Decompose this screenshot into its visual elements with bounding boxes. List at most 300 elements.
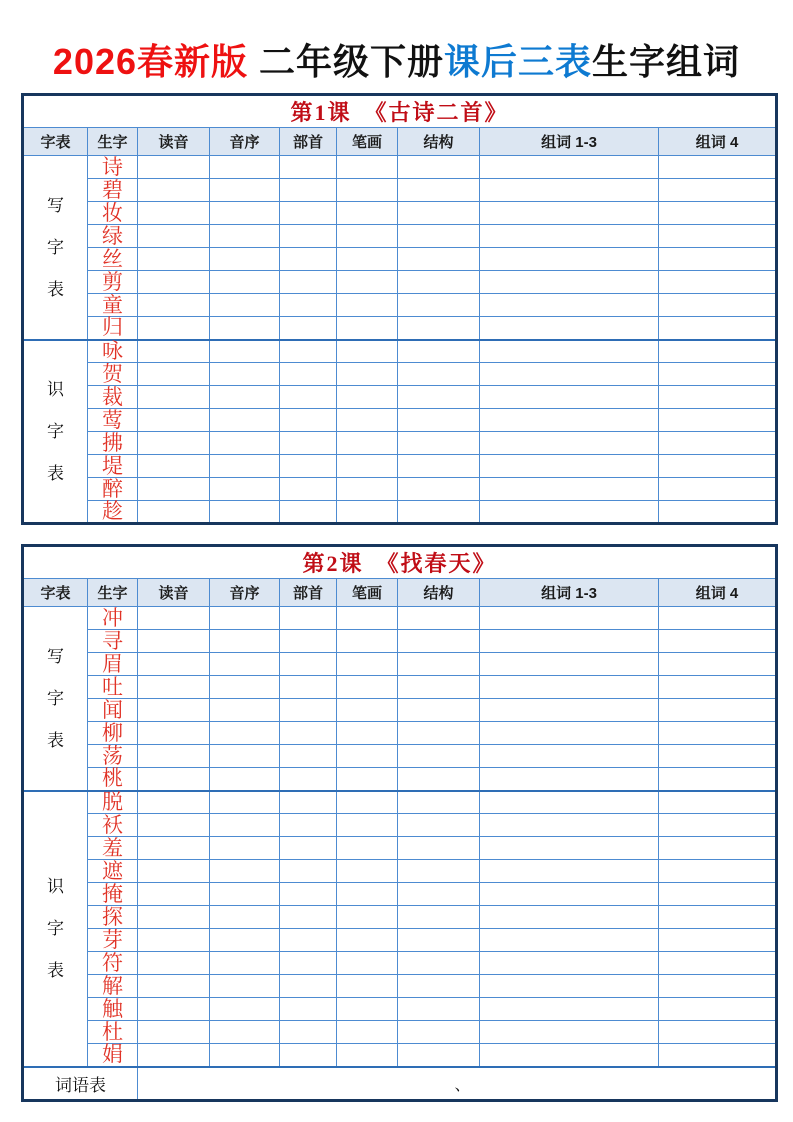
empty-fill-in-cell bbox=[138, 607, 210, 630]
empty-fill-in-cell bbox=[280, 906, 337, 929]
empty-fill-in-cell bbox=[138, 156, 210, 179]
new-character-cell: 芽 bbox=[88, 929, 138, 952]
new-character-cell: 妆 bbox=[88, 202, 138, 225]
new-character-cell: 掩 bbox=[88, 883, 138, 906]
empty-fill-in-cell bbox=[210, 271, 280, 294]
new-character-cell: 丝 bbox=[88, 248, 138, 271]
empty-fill-in-cell bbox=[659, 271, 777, 294]
section-label-char: 字 bbox=[47, 919, 64, 938]
empty-fill-in-cell bbox=[480, 837, 659, 860]
table-row bbox=[23, 975, 777, 998]
empty-fill-in-cell bbox=[337, 156, 398, 179]
empty-fill-in-cell bbox=[210, 653, 280, 676]
empty-fill-in-cell bbox=[659, 607, 777, 630]
empty-fill-in-cell bbox=[480, 906, 659, 929]
empty-fill-in-cell bbox=[280, 860, 337, 883]
section-label-stack bbox=[24, 792, 87, 1066]
new-character-cell: 符 bbox=[88, 952, 138, 975]
empty-fill-in-cell bbox=[659, 768, 777, 791]
new-character-cell: 杜 bbox=[88, 1021, 138, 1044]
empty-fill-in-cell bbox=[398, 1021, 480, 1044]
new-character-cell: 碧 bbox=[88, 179, 138, 202]
empty-fill-in-cell bbox=[659, 179, 777, 202]
section-label-char: 表 bbox=[47, 279, 64, 299]
empty-fill-in-cell bbox=[659, 294, 777, 317]
empty-fill-in-cell bbox=[280, 225, 337, 248]
empty-fill-in-cell bbox=[398, 883, 480, 906]
new-character-cell: 咏 bbox=[88, 340, 138, 363]
empty-fill-in-cell bbox=[280, 952, 337, 975]
empty-fill-in-cell bbox=[659, 156, 777, 179]
empty-fill-in-cell bbox=[398, 745, 480, 768]
empty-fill-in-cell bbox=[210, 248, 280, 271]
section-label-写字表 bbox=[23, 156, 88, 340]
empty-fill-in-cell bbox=[138, 409, 210, 432]
empty-fill-in-cell bbox=[337, 607, 398, 630]
empty-fill-in-cell bbox=[659, 952, 777, 975]
empty-fill-in-cell bbox=[337, 630, 398, 653]
empty-fill-in-cell bbox=[280, 768, 337, 791]
empty-fill-in-cell bbox=[280, 722, 337, 745]
empty-fill-in-cell bbox=[138, 883, 210, 906]
empty-fill-in-cell bbox=[138, 653, 210, 676]
empty-fill-in-cell bbox=[398, 722, 480, 745]
empty-fill-in-cell bbox=[337, 248, 398, 271]
table-row bbox=[23, 340, 777, 363]
table-row bbox=[23, 271, 777, 294]
table-row bbox=[23, 478, 777, 501]
empty-fill-in-cell bbox=[480, 768, 659, 791]
empty-fill-in-cell bbox=[398, 998, 480, 1021]
table-row bbox=[23, 676, 777, 699]
empty-fill-in-cell bbox=[210, 929, 280, 952]
empty-fill-in-cell bbox=[280, 745, 337, 768]
empty-fill-in-cell bbox=[210, 409, 280, 432]
new-character-cell: 袄 bbox=[88, 814, 138, 837]
column-header: 音序 bbox=[210, 579, 280, 607]
empty-fill-in-cell bbox=[138, 745, 210, 768]
column-header: 组词 1-3 bbox=[480, 579, 659, 607]
empty-fill-in-cell bbox=[480, 179, 659, 202]
empty-fill-in-cell bbox=[398, 952, 480, 975]
section-label-写字表 bbox=[23, 607, 88, 791]
empty-fill-in-cell bbox=[280, 699, 337, 722]
empty-fill-in-cell bbox=[138, 317, 210, 340]
empty-fill-in-cell bbox=[210, 386, 280, 409]
empty-fill-in-cell bbox=[138, 860, 210, 883]
page-title-segment: 2026春新版 bbox=[52, 41, 260, 82]
empty-fill-in-cell bbox=[337, 409, 398, 432]
empty-fill-in-cell bbox=[480, 745, 659, 768]
table-row bbox=[23, 630, 777, 653]
empty-fill-in-cell bbox=[398, 906, 480, 929]
empty-fill-in-cell bbox=[398, 432, 480, 455]
new-character-cell: 贺 bbox=[88, 363, 138, 386]
empty-fill-in-cell bbox=[337, 455, 398, 478]
empty-fill-in-cell bbox=[337, 975, 398, 998]
table-row bbox=[23, 1044, 777, 1067]
empty-fill-in-cell bbox=[210, 837, 280, 860]
empty-fill-in-cell bbox=[337, 768, 398, 791]
empty-fill-in-cell bbox=[398, 837, 480, 860]
empty-fill-in-cell bbox=[210, 745, 280, 768]
empty-fill-in-cell bbox=[210, 455, 280, 478]
empty-fill-in-cell bbox=[480, 478, 659, 501]
empty-fill-in-cell bbox=[398, 929, 480, 952]
new-character-cell: 诗 bbox=[88, 156, 138, 179]
empty-fill-in-cell bbox=[138, 722, 210, 745]
empty-fill-in-cell bbox=[659, 363, 777, 386]
empty-fill-in-cell bbox=[337, 952, 398, 975]
empty-fill-in-cell bbox=[210, 998, 280, 1021]
empty-fill-in-cell bbox=[659, 317, 777, 340]
section-label-char: 表 bbox=[47, 961, 64, 980]
empty-fill-in-cell bbox=[280, 363, 337, 386]
empty-fill-in-cell bbox=[138, 768, 210, 791]
empty-fill-in-cell bbox=[280, 248, 337, 271]
empty-fill-in-cell bbox=[659, 929, 777, 952]
empty-fill-in-cell bbox=[480, 791, 659, 814]
section-label-stack bbox=[24, 607, 87, 790]
empty-fill-in-cell bbox=[280, 455, 337, 478]
table-row bbox=[23, 501, 777, 524]
empty-fill-in-cell bbox=[337, 202, 398, 225]
empty-fill-in-cell bbox=[280, 386, 337, 409]
section-label-stack bbox=[24, 156, 87, 339]
empty-fill-in-cell bbox=[210, 676, 280, 699]
empty-fill-in-cell bbox=[337, 317, 398, 340]
empty-fill-in-cell bbox=[337, 676, 398, 699]
empty-fill-in-cell bbox=[659, 791, 777, 814]
empty-fill-in-cell bbox=[480, 653, 659, 676]
empty-fill-in-cell bbox=[480, 699, 659, 722]
column-header: 生字 bbox=[88, 579, 138, 607]
empty-fill-in-cell bbox=[210, 225, 280, 248]
empty-fill-in-cell bbox=[337, 998, 398, 1021]
table-row bbox=[23, 929, 777, 952]
empty-fill-in-cell bbox=[337, 225, 398, 248]
empty-fill-in-cell bbox=[659, 975, 777, 998]
column-header: 结构 bbox=[398, 579, 480, 607]
page-title bbox=[0, 0, 793, 85]
empty-fill-in-cell bbox=[398, 202, 480, 225]
section-label-char: 字 bbox=[47, 237, 64, 257]
column-header: 字表 bbox=[23, 128, 88, 156]
empty-fill-in-cell bbox=[280, 202, 337, 225]
empty-fill-in-cell bbox=[398, 814, 480, 837]
empty-fill-in-cell bbox=[280, 409, 337, 432]
column-header: 部首 bbox=[280, 128, 337, 156]
section-label-char: 表 bbox=[47, 730, 64, 750]
empty-fill-in-cell bbox=[280, 791, 337, 814]
empty-fill-in-cell bbox=[210, 883, 280, 906]
empty-fill-in-cell bbox=[480, 202, 659, 225]
column-header: 组词 4 bbox=[659, 579, 777, 607]
empty-fill-in-cell bbox=[280, 814, 337, 837]
empty-fill-in-cell bbox=[138, 975, 210, 998]
column-header: 笔画 bbox=[337, 128, 398, 156]
empty-fill-in-cell bbox=[210, 1044, 280, 1067]
empty-fill-in-cell bbox=[138, 478, 210, 501]
new-character-cell: 吐 bbox=[88, 676, 138, 699]
lesson-table bbox=[21, 544, 778, 1102]
new-character-cell: 堤 bbox=[88, 455, 138, 478]
empty-fill-in-cell bbox=[398, 409, 480, 432]
table-row bbox=[23, 768, 777, 791]
table-row bbox=[23, 225, 777, 248]
empty-fill-in-cell bbox=[210, 363, 280, 386]
empty-fill-in-cell bbox=[398, 653, 480, 676]
column-header: 字表 bbox=[23, 579, 88, 607]
new-character-cell: 童 bbox=[88, 294, 138, 317]
empty-fill-in-cell bbox=[138, 1021, 210, 1044]
empty-fill-in-cell bbox=[659, 248, 777, 271]
empty-fill-in-cell bbox=[659, 860, 777, 883]
table-row bbox=[23, 952, 777, 975]
empty-fill-in-cell bbox=[480, 1021, 659, 1044]
empty-fill-in-cell bbox=[138, 455, 210, 478]
empty-fill-in-cell bbox=[280, 998, 337, 1021]
empty-fill-in-cell bbox=[210, 768, 280, 791]
empty-fill-in-cell bbox=[138, 386, 210, 409]
new-character-cell: 归 bbox=[88, 317, 138, 340]
empty-fill-in-cell bbox=[210, 906, 280, 929]
new-character-cell: 眉 bbox=[88, 653, 138, 676]
empty-fill-in-cell bbox=[398, 607, 480, 630]
empty-fill-in-cell bbox=[480, 630, 659, 653]
table-row bbox=[23, 179, 777, 202]
empty-fill-in-cell bbox=[480, 952, 659, 975]
new-character-cell: 莺 bbox=[88, 409, 138, 432]
new-character-cell: 醉 bbox=[88, 478, 138, 501]
empty-fill-in-cell bbox=[210, 630, 280, 653]
empty-fill-in-cell bbox=[659, 409, 777, 432]
empty-fill-in-cell bbox=[480, 883, 659, 906]
empty-fill-in-cell bbox=[480, 248, 659, 271]
empty-fill-in-cell bbox=[210, 294, 280, 317]
empty-fill-in-cell bbox=[210, 699, 280, 722]
empty-fill-in-cell bbox=[138, 837, 210, 860]
empty-fill-in-cell bbox=[337, 791, 398, 814]
empty-fill-in-cell bbox=[398, 340, 480, 363]
lesson-table-wrapper bbox=[0, 93, 793, 525]
empty-fill-in-cell bbox=[280, 630, 337, 653]
table-row bbox=[23, 837, 777, 860]
table-row bbox=[23, 791, 777, 814]
column-header: 生字 bbox=[88, 128, 138, 156]
table-row bbox=[23, 317, 777, 340]
empty-fill-in-cell bbox=[480, 676, 659, 699]
empty-fill-in-cell bbox=[659, 699, 777, 722]
empty-fill-in-cell bbox=[337, 179, 398, 202]
empty-fill-in-cell bbox=[138, 225, 210, 248]
empty-fill-in-cell bbox=[138, 791, 210, 814]
table-row bbox=[23, 607, 777, 630]
empty-fill-in-cell bbox=[659, 225, 777, 248]
table-row bbox=[23, 202, 777, 225]
lesson-title: 第2课 《找春天》 bbox=[23, 546, 777, 579]
lesson-table-wrapper bbox=[0, 544, 793, 1102]
column-header: 读音 bbox=[138, 128, 210, 156]
empty-fill-in-cell bbox=[210, 156, 280, 179]
empty-fill-in-cell bbox=[659, 814, 777, 837]
table-row bbox=[23, 1021, 777, 1044]
new-character-cell: 冲 bbox=[88, 607, 138, 630]
empty-fill-in-cell bbox=[659, 722, 777, 745]
new-character-cell: 桃 bbox=[88, 768, 138, 791]
column-header: 部首 bbox=[280, 579, 337, 607]
table-row bbox=[23, 860, 777, 883]
table-row bbox=[23, 455, 777, 478]
empty-fill-in-cell bbox=[659, 202, 777, 225]
empty-fill-in-cell bbox=[210, 478, 280, 501]
empty-fill-in-cell bbox=[480, 501, 659, 524]
empty-fill-in-cell bbox=[659, 1021, 777, 1044]
new-character-cell: 剪 bbox=[88, 271, 138, 294]
section-label-char: 字 bbox=[47, 421, 64, 441]
empty-fill-in-cell bbox=[138, 676, 210, 699]
empty-fill-in-cell bbox=[138, 248, 210, 271]
empty-fill-in-cell bbox=[659, 906, 777, 929]
empty-fill-in-cell bbox=[138, 1044, 210, 1067]
empty-fill-in-cell bbox=[280, 340, 337, 363]
empty-fill-in-cell bbox=[337, 340, 398, 363]
page-title-segment: 生字组词 bbox=[592, 41, 741, 82]
empty-fill-in-cell bbox=[337, 883, 398, 906]
empty-fill-in-cell bbox=[480, 432, 659, 455]
empty-fill-in-cell bbox=[210, 432, 280, 455]
empty-fill-in-cell bbox=[398, 386, 480, 409]
empty-fill-in-cell bbox=[280, 294, 337, 317]
table-row bbox=[23, 722, 777, 745]
empty-fill-in-cell bbox=[398, 478, 480, 501]
empty-fill-in-cell bbox=[280, 156, 337, 179]
empty-fill-in-cell bbox=[480, 156, 659, 179]
section-label-char: 识 bbox=[47, 379, 64, 399]
empty-fill-in-cell bbox=[138, 432, 210, 455]
new-character-cell: 解 bbox=[88, 975, 138, 998]
new-character-cell: 羞 bbox=[88, 837, 138, 860]
empty-fill-in-cell bbox=[480, 386, 659, 409]
table-row bbox=[23, 248, 777, 271]
word-list-row bbox=[23, 1067, 777, 1101]
new-character-cell: 闻 bbox=[88, 699, 138, 722]
table-row bbox=[23, 745, 777, 768]
page-title-segment: 二年级下册 bbox=[259, 41, 445, 82]
empty-fill-in-cell bbox=[398, 248, 480, 271]
table-row bbox=[23, 998, 777, 1021]
empty-fill-in-cell bbox=[398, 791, 480, 814]
empty-fill-in-cell bbox=[398, 1044, 480, 1067]
empty-fill-in-cell bbox=[659, 998, 777, 1021]
empty-fill-in-cell bbox=[280, 676, 337, 699]
empty-fill-in-cell bbox=[280, 478, 337, 501]
empty-fill-in-cell bbox=[398, 455, 480, 478]
table-row bbox=[23, 883, 777, 906]
empty-fill-in-cell bbox=[659, 883, 777, 906]
table-row bbox=[23, 906, 777, 929]
new-character-cell: 脱 bbox=[88, 791, 138, 814]
empty-fill-in-cell bbox=[398, 860, 480, 883]
empty-fill-in-cell bbox=[337, 814, 398, 837]
empty-fill-in-cell bbox=[280, 975, 337, 998]
empty-fill-in-cell bbox=[337, 722, 398, 745]
new-character-cell: 触 bbox=[88, 998, 138, 1021]
empty-fill-in-cell bbox=[280, 501, 337, 524]
empty-fill-in-cell bbox=[210, 791, 280, 814]
empty-fill-in-cell bbox=[398, 975, 480, 998]
empty-fill-in-cell bbox=[659, 501, 777, 524]
empty-fill-in-cell bbox=[138, 630, 210, 653]
section-label-char: 写 bbox=[47, 646, 64, 666]
section-label-识字表 bbox=[23, 791, 88, 1067]
empty-fill-in-cell bbox=[138, 271, 210, 294]
empty-fill-in-cell bbox=[659, 478, 777, 501]
new-character-cell: 荡 bbox=[88, 745, 138, 768]
empty-fill-in-cell bbox=[480, 294, 659, 317]
empty-fill-in-cell bbox=[398, 179, 480, 202]
empty-fill-in-cell bbox=[337, 906, 398, 929]
empty-fill-in-cell bbox=[480, 975, 659, 998]
new-character-cell: 娟 bbox=[88, 1044, 138, 1067]
empty-fill-in-cell bbox=[398, 317, 480, 340]
empty-fill-in-cell bbox=[480, 814, 659, 837]
empty-fill-in-cell bbox=[659, 455, 777, 478]
empty-fill-in-cell bbox=[337, 860, 398, 883]
empty-fill-in-cell bbox=[337, 478, 398, 501]
table-row bbox=[23, 294, 777, 317]
section-label-识字表 bbox=[23, 340, 88, 524]
section-label-char: 写 bbox=[47, 195, 64, 215]
new-character-cell: 寻 bbox=[88, 630, 138, 653]
empty-fill-in-cell bbox=[210, 952, 280, 975]
empty-fill-in-cell bbox=[337, 294, 398, 317]
empty-fill-in-cell bbox=[138, 814, 210, 837]
new-character-cell: 拂 bbox=[88, 432, 138, 455]
empty-fill-in-cell bbox=[659, 653, 777, 676]
table-row bbox=[23, 386, 777, 409]
empty-fill-in-cell bbox=[480, 860, 659, 883]
lesson-table bbox=[21, 93, 778, 525]
empty-fill-in-cell bbox=[210, 317, 280, 340]
new-character-cell: 趁 bbox=[88, 501, 138, 524]
empty-fill-in-cell bbox=[210, 340, 280, 363]
empty-fill-in-cell bbox=[280, 317, 337, 340]
empty-fill-in-cell bbox=[337, 1044, 398, 1067]
empty-fill-in-cell bbox=[398, 630, 480, 653]
empty-fill-in-cell bbox=[138, 179, 210, 202]
column-header: 结构 bbox=[398, 128, 480, 156]
table-row bbox=[23, 653, 777, 676]
empty-fill-in-cell bbox=[659, 837, 777, 860]
empty-fill-in-cell bbox=[480, 317, 659, 340]
empty-fill-in-cell bbox=[138, 998, 210, 1021]
empty-fill-in-cell bbox=[280, 837, 337, 860]
empty-fill-in-cell bbox=[280, 883, 337, 906]
empty-fill-in-cell bbox=[659, 745, 777, 768]
empty-fill-in-cell bbox=[398, 225, 480, 248]
empty-fill-in-cell bbox=[210, 179, 280, 202]
empty-fill-in-cell bbox=[210, 202, 280, 225]
table-row bbox=[23, 363, 777, 386]
empty-fill-in-cell bbox=[138, 294, 210, 317]
empty-fill-in-cell bbox=[280, 432, 337, 455]
empty-fill-in-cell bbox=[210, 607, 280, 630]
empty-fill-in-cell bbox=[480, 455, 659, 478]
empty-fill-in-cell bbox=[480, 340, 659, 363]
empty-fill-in-cell bbox=[138, 363, 210, 386]
empty-fill-in-cell bbox=[210, 501, 280, 524]
